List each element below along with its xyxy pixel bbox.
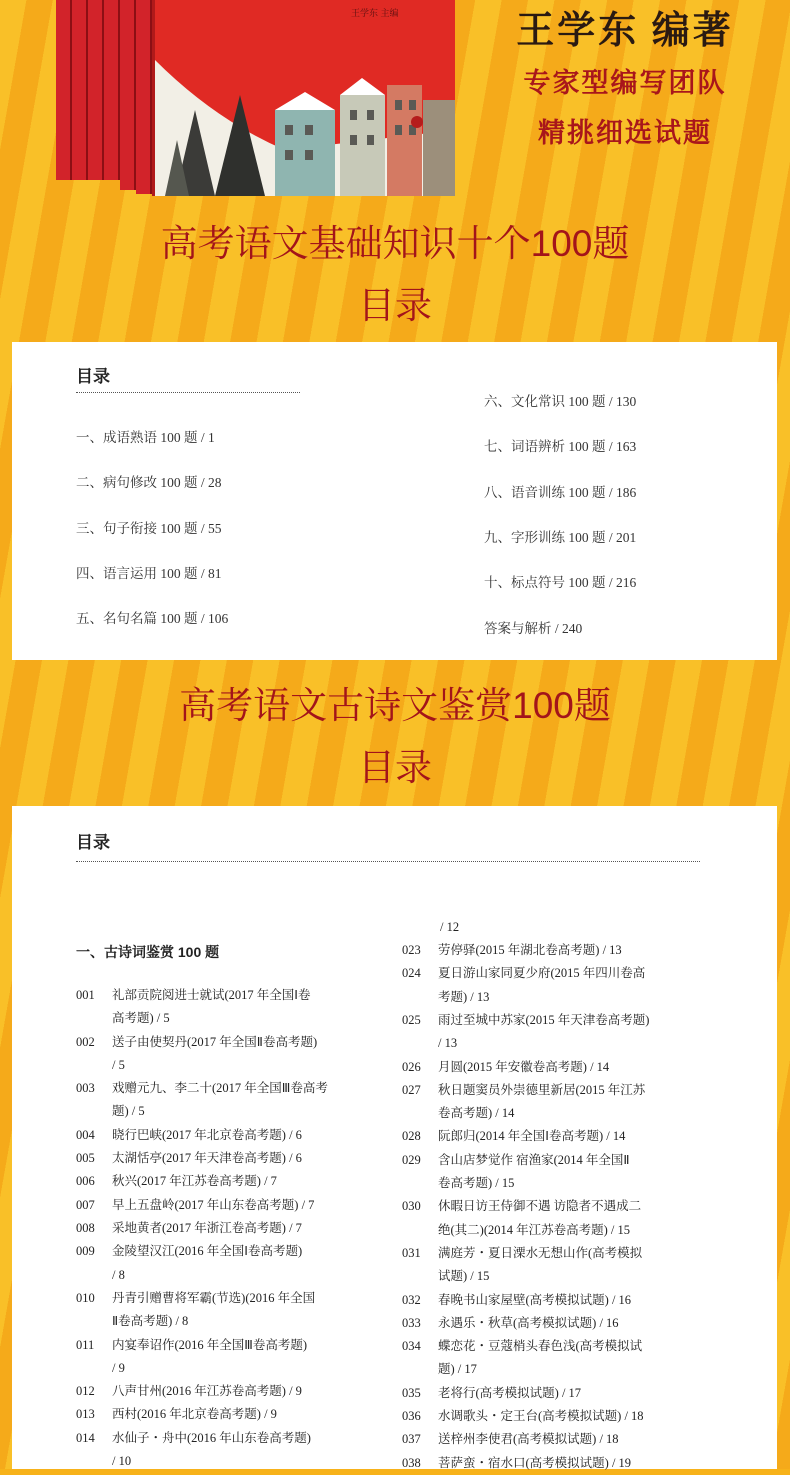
snow-scene-illustration <box>155 0 455 196</box>
dotted-divider <box>76 861 700 862</box>
entry-title-line: 早上五盘岭(2017 年山东卷高考题) / 7 <box>112 1197 315 1212</box>
entry-number: 026 <box>402 1059 421 1074</box>
toc-entry[interactable] <box>76 1427 396 1474</box>
entry-title-line: 试题) / 15 <box>438 1269 490 1284</box>
entry-title-line: 劳停驿(2015 年湖北卷高考题) / 13 <box>438 943 622 957</box>
toc-entry[interactable] <box>402 1289 722 1312</box>
book-spine <box>120 0 136 190</box>
toc-entry[interactable] <box>76 1170 396 1193</box>
toc-entry[interactable] <box>402 1009 722 1056</box>
entry-title-line: 卷高考题) / 15 <box>438 1175 515 1190</box>
toc-item[interactable]: 十、标点符号 100 题 / 216 <box>484 575 637 591</box>
entry-title-line: 送子由使契丹(2017 年全国Ⅱ卷高考题) <box>112 1034 318 1049</box>
entry-number: 008 <box>76 1221 95 1235</box>
author-line: 王学东 编著 <box>516 10 734 52</box>
toc-item[interactable]: 八、语音训练 100 题 / 186 <box>484 484 637 500</box>
entry-title-line: 丹青引赠曹将军霸(节选)(2016 年全国 <box>112 1290 316 1305</box>
entry-title-line: 永遇乐・秋草(高考模拟试题) / 16 <box>438 1315 619 1330</box>
book-stack-image <box>56 0 456 196</box>
entry-title-line: 送梓州李使君(高考模拟试题) / 18 <box>438 1432 619 1447</box>
entry-title-line: Ⅱ卷高考题) / 8 <box>112 1314 189 1329</box>
entry-title-line: 月圆(2015 年安徽卷高考题) / 14 <box>438 1059 610 1074</box>
entry-number: 007 <box>76 1197 95 1212</box>
toc-item[interactable]: 四、语言运用 100 题 / 81 <box>76 565 222 581</box>
entry-title-line: 含山店梦觉作 宿渔家(2014 年全国Ⅱ <box>438 1152 630 1167</box>
toc-entry[interactable] <box>402 1428 722 1451</box>
entry-title-line: 礼部贡院阅进士就试(2017 年全国Ⅰ卷 <box>112 988 311 1002</box>
toc-entry[interactable] <box>76 1147 396 1170</box>
entry-title-line: 采地黄者(2017 年浙江卷高考题) / 7 <box>112 1221 302 1235</box>
entry-number: 024 <box>402 966 421 981</box>
book-spine <box>72 0 88 180</box>
entry-title-line: 内宴奉诏作(2016 年全国Ⅲ卷高考题) <box>112 1337 308 1352</box>
entry-number: 002 <box>76 1034 95 1049</box>
toc-item[interactable]: 五、名句名篇 100 题 / 106 <box>76 611 229 627</box>
entry-title-line: / 5 <box>112 1057 125 1072</box>
entry-number: 025 <box>402 1012 421 1027</box>
toc-panel-poetry <box>12 806 777 1469</box>
entry-title-line: 秋兴(2017 年江苏卷高考题) / 7 <box>112 1174 277 1189</box>
entry-number: 035 <box>402 1385 421 1400</box>
toc-item[interactable]: 二、病句修改 100 题 / 28 <box>76 475 222 491</box>
toc-item[interactable]: 九、字形训练 100 题 / 201 <box>484 529 637 545</box>
toc-entry[interactable] <box>76 1077 396 1124</box>
toc-entry[interactable] <box>402 1125 722 1148</box>
entry-title-line: 晓行巴峡(2017 年北京卷高考题) / 6 <box>112 1127 302 1142</box>
entry-number: 033 <box>402 1315 421 1330</box>
entry-number: 011 <box>76 1337 95 1352</box>
toc-entry[interactable] <box>76 1380 396 1403</box>
toc-entry[interactable] <box>402 1312 722 1335</box>
section2-subtitle: 目录 <box>358 747 432 788</box>
entry-title-line: 菩萨蛮・宿水口(高考模拟试题) / 19 <box>438 1455 632 1470</box>
entry-title-line: 秋日题窦员外崇德里新居(2015 年江苏 <box>438 1082 646 1097</box>
entry-title-line: 雨过至城中苏家(2015 年天津卷高考题) <box>438 1012 650 1027</box>
toc-entry[interactable] <box>76 1240 396 1287</box>
toc-entry[interactable] <box>402 962 722 1009</box>
book-cover <box>152 0 455 196</box>
entry-number: 028 <box>402 1129 421 1144</box>
entry-title-line: 戏赠元九、李二十(2017 年全国Ⅲ卷高考 <box>112 1081 328 1096</box>
book-spine <box>56 0 72 180</box>
toc-entry[interactable] <box>402 1242 722 1289</box>
toc-entry[interactable] <box>402 1382 722 1405</box>
entry-number: 023 <box>402 943 421 957</box>
entry-number: 004 <box>76 1127 95 1142</box>
entry-number: 010 <box>76 1290 95 1305</box>
entry-title-line: 满庭芳・夏日溧水无想山作(高考模拟 <box>438 1245 643 1260</box>
entry-number: 037 <box>402 1432 421 1447</box>
toc-entry[interactable] <box>76 1287 396 1334</box>
entry-title-line: 夏日游山家同夏少府(2015 年四川卷高 <box>438 966 646 981</box>
entry-number: 003 <box>76 1081 95 1096</box>
toc-item[interactable]: 一、成语熟语 100 题 / 1 <box>76 430 215 445</box>
section1-title: 高考语文基础知识十个100题 <box>160 223 630 264</box>
entry-title-line: 金陵望汉江(2016 年全国Ⅰ卷高考题) <box>112 1244 303 1259</box>
entry-title-line: 高考题) / 5 <box>112 1011 170 1026</box>
entry-number: 032 <box>402 1292 421 1307</box>
entry-title-line: 蝶恋花・豆蔻梢头春色浅(高考模拟试 <box>438 1339 643 1354</box>
entry-number: 014 <box>76 1430 95 1445</box>
part-heading: 一、古诗词鉴赏 100 题 <box>76 944 220 960</box>
tagline-questions: 精挑细选试题 <box>538 118 712 148</box>
entry-title-line: / 13 <box>438 1036 458 1051</box>
entry-number: 001 <box>76 988 95 1002</box>
entry-number: 009 <box>76 1244 95 1259</box>
section1-subtitle: 目录 <box>358 285 432 326</box>
section2-title: 高考语文古诗文鉴赏100题 <box>179 685 611 726</box>
entry-title-line: 西村(2016 年北京卷高考题) / 9 <box>112 1407 277 1422</box>
toc-entry[interactable] <box>402 1079 722 1126</box>
book-spine <box>136 0 152 194</box>
toc-entry[interactable] <box>402 1195 722 1242</box>
toc-item[interactable]: 三、句子衔接 100 题 / 55 <box>76 520 222 536</box>
toc-entry[interactable] <box>402 1149 722 1196</box>
toc-entry[interactable] <box>76 1031 396 1078</box>
toc-item[interactable]: 七、词语辨析 100 题 / 163 <box>484 439 637 455</box>
entry-number: 005 <box>76 1151 95 1166</box>
toc-entry[interactable] <box>402 1405 722 1428</box>
entry-number: 036 <box>402 1409 421 1423</box>
toc-heading: 目录 <box>76 367 110 386</box>
dotted-divider <box>76 392 300 393</box>
tagline-team: 专家型编写团队 <box>523 68 727 98</box>
toc-panel-basics <box>12 342 777 660</box>
entry-number: 006 <box>76 1174 95 1189</box>
entry-title-line: 题) / 5 <box>112 1104 145 1119</box>
entry-title-line: 水调歌头・定王台(高考模拟试题) / 18 <box>438 1409 644 1423</box>
entry-number: 038 <box>402 1455 421 1470</box>
entry-number: 027 <box>402 1082 421 1097</box>
continued-page-ref: / 12 <box>440 920 460 934</box>
entry-title-line: 休暇日访王侍御不遇 访隐者不遇成二 <box>438 1199 642 1214</box>
entry-number: 029 <box>402 1152 421 1167</box>
toc-item[interactable]: 答案与解析 / 240 <box>484 620 583 636</box>
entry-title-line: / 8 <box>112 1267 125 1282</box>
toc-entry[interactable] <box>76 984 396 1031</box>
book-spine <box>88 0 104 180</box>
cover-author-label: 王学东 主编 <box>351 8 399 18</box>
entry-title-line: 考题) / 13 <box>438 989 490 1004</box>
entry-title-line: / 9 <box>112 1360 125 1375</box>
entry-title-line: 阮郎归(2014 年全国Ⅰ卷高考题) / 14 <box>438 1129 626 1144</box>
header-text <box>470 4 780 158</box>
entry-number: 030 <box>402 1199 421 1214</box>
book-spine <box>104 0 120 180</box>
toc-entry[interactable] <box>402 1335 722 1382</box>
toc-entry[interactable] <box>76 1403 396 1426</box>
entry-title-line: 题) / 17 <box>438 1362 477 1377</box>
entry-title-line: 太湖恬亭(2017 年天津卷高考题) / 6 <box>112 1151 302 1166</box>
toc-entry[interactable] <box>402 1452 722 1475</box>
toc-item[interactable]: 六、文化常识 100 题 / 130 <box>484 394 637 409</box>
toc-entry[interactable] <box>76 1334 396 1381</box>
entry-number: 013 <box>76 1407 95 1422</box>
entry-title-line: 八声甘州(2016 年江苏卷高考题) / 9 <box>112 1384 302 1399</box>
toc-entry[interactable] <box>76 1124 396 1147</box>
entry-title-line: 老将行(高考模拟试题) / 17 <box>438 1385 582 1400</box>
entry-title-line: 春晚书山家屋壁(高考模拟试题) / 16 <box>438 1292 632 1307</box>
entry-title-line: 卷高考题) / 14 <box>438 1106 515 1121</box>
entry-title-line: 水仙子・舟中(2016 年山东卷高考题) <box>112 1430 311 1445</box>
entry-number: 034 <box>402 1339 421 1354</box>
toc-heading: 目录 <box>76 833 110 852</box>
toc-entry[interactable] <box>402 939 722 962</box>
toc-entry[interactable] <box>76 1217 396 1240</box>
toc-entry[interactable] <box>402 1056 722 1079</box>
entry-number: 012 <box>76 1384 95 1399</box>
entry-title-line: 绝(其二)(2014 年江苏卷高考题) / 15 <box>438 1222 630 1237</box>
entry-number: 031 <box>402 1245 421 1260</box>
toc-entry[interactable] <box>76 1194 396 1217</box>
entry-title-line: / 10 <box>112 1453 132 1468</box>
